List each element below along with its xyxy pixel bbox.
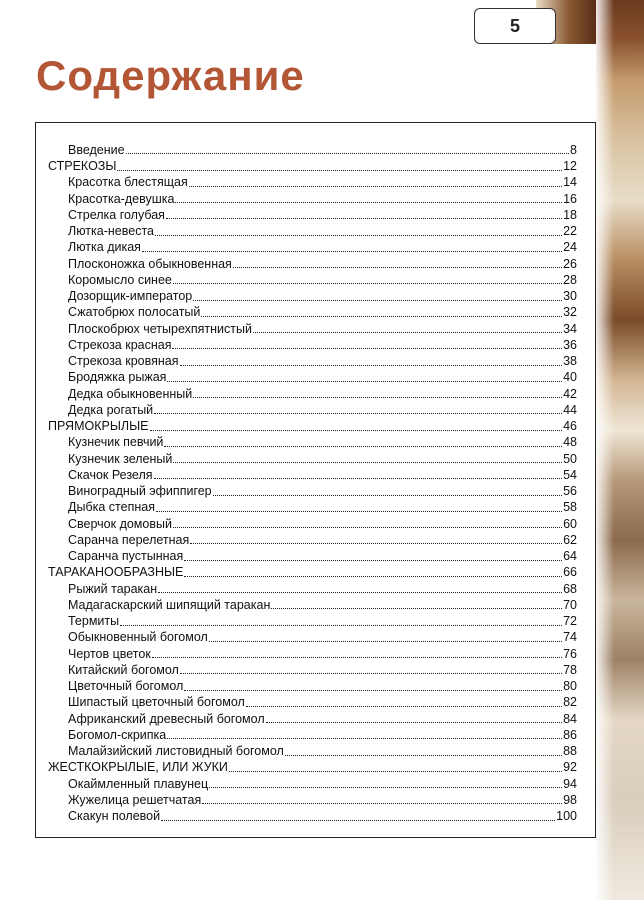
toc-entry-row [36,466,595,482]
toc-entry-title: Плосконожка обыкновенная [68,256,232,271]
toc-dot-leader [166,218,562,219]
toc-section-row [36,417,595,433]
toc-dot-leader [184,560,562,561]
toc-entry-row [36,580,595,596]
toc-entry-title: Дедка рогатый [68,402,154,417]
toc-entry-page: 94 [563,776,577,791]
toc-entry-page: 36 [563,337,577,352]
toc-dot-leader [253,332,562,333]
toc-section-row [36,759,595,775]
toc-dot-leader [213,495,562,496]
toc-entry-title: Скакун полевой [68,809,161,823]
toc-entry-row [36,629,595,645]
table-of-contents [35,122,596,838]
toc-entry-page: 50 [563,451,577,466]
side-photo [596,0,644,900]
toc-entry-page: 74 [563,630,577,645]
toc-entry-title: СТРЕКОЗЫ [48,159,117,173]
toc-entry-row [36,174,595,190]
toc-entry-row [36,694,595,710]
toc-entry-title: Виноградный эфиппигер [68,484,212,498]
toc-entry-title: Лютка-невеста [68,224,154,238]
toc-dot-leader [158,592,562,593]
toc-entry-row [36,450,595,466]
toc-section-row [36,564,595,580]
toc-entry-page: 76 [563,646,577,661]
toc-entry-row [36,547,595,563]
toc-dot-leader [193,397,562,398]
toc-entry-page: 80 [563,679,577,693]
toc-entry-row [36,304,595,320]
toc-entry-title: Рыжий таракан [68,581,158,596]
toc-entry-page: 98 [563,792,577,807]
toc-entry-page: 88 [563,744,577,758]
toc-entry-page: 48 [563,435,577,450]
toc-entry-row [36,499,595,515]
toc-entry-row [36,726,595,742]
toc-entry-page: 70 [563,597,577,612]
toc-entry-row [36,775,595,791]
toc-dot-leader [180,673,562,674]
toc-entry-row [36,612,595,628]
toc-entry-title: ЖЕСТКОКРЫЛЫЕ, ИЛИ ЖУКИ [48,760,228,775]
toc-entry-page: 30 [563,289,577,303]
toc-entry-title: Саранча пустынная [68,549,184,563]
toc-dot-leader [117,170,562,171]
toc-dot-leader [173,462,562,463]
toc-list [36,141,595,824]
toc-entry-page: 86 [563,727,577,742]
toc-entry-title: Красотка-девушка [68,191,175,206]
toc-entry-title: Красотка блестящая [68,175,188,190]
toc-entry-row [36,222,595,238]
toc-entry-row [36,482,595,498]
toc-dot-leader [164,446,562,447]
page-title: Содержание [36,52,305,99]
toc-entry-page: 54 [563,467,577,482]
toc-entry-title: Сжатобрюх полосатый [68,305,201,320]
toc-entry-row [36,791,595,807]
toc-entry-page: 60 [563,516,577,531]
toc-entry-page: 28 [563,272,577,287]
toc-entry-page: 58 [563,500,577,515]
toc-entry-page: 12 [563,159,577,173]
toc-entry-row [36,255,595,271]
toc-entry-row [36,401,595,417]
toc-entry-page: 34 [563,321,577,336]
toc-dot-leader [189,186,562,187]
toc-entry-title: Малайзийский листовидный богомол [68,744,284,758]
toc-dot-leader [167,738,562,739]
toc-dot-leader [155,235,562,236]
toc-entry-title: Чертов цветок [68,646,151,661]
toc-entry-title: Введение [68,142,125,157]
toc-dot-leader [172,348,562,349]
toc-dot-leader [156,511,562,512]
toc-entry-title: Термиты [68,614,120,628]
toc-entry-row [36,742,595,758]
toc-entry-page: 16 [563,191,577,206]
toc-dot-leader [154,413,562,414]
toc-entry-page: 92 [563,760,577,775]
toc-entry-row [36,596,595,612]
toc-entry-row [36,239,595,255]
toc-dot-leader [150,430,563,431]
toc-entry-title: Кузнечик зеленый [68,451,173,466]
toc-dot-leader [142,251,562,252]
toc-dot-leader [173,527,562,528]
toc-entry-title: Мадагаскарский шипящий таракан [68,597,271,612]
toc-entry-title: Окаймленный плавунец [68,776,209,791]
toc-entry-row [36,352,595,368]
toc-entry-page: 66 [563,565,577,580]
toc-entry-row [36,287,595,303]
toc-entry-title: Сверчок домовый [68,516,172,531]
toc-dot-leader [184,690,562,691]
toc-entry-title: Китайский богомол [68,662,179,677]
toc-entry-row [36,271,595,287]
toc-entry-title: Коромысло синее [68,272,172,287]
toc-section-row [36,157,595,173]
toc-entry-row [36,385,595,401]
toc-dot-leader [152,657,562,658]
toc-entry-row [36,710,595,726]
toc-entry-title: Плоскобрюх четырехпятнистый [68,321,252,336]
toc-entry-page: 42 [563,386,577,401]
toc-entry-page: 78 [563,662,577,677]
toc-entry-row [36,661,595,677]
toc-entry-row [36,645,595,661]
toc-dot-leader [266,722,562,723]
toc-dot-leader [202,803,562,804]
toc-entry-page: 64 [563,549,577,563]
toc-entry-page: 72 [563,614,577,628]
toc-entry-title: ПРЯМОКРЫЛЫЕ [48,419,149,433]
toc-entry-title: Стрекоза кровяная [68,354,179,368]
page-number: 5 [474,8,556,44]
toc-entry-page: 32 [563,305,577,320]
toc-entry-title: Дыбка степная [68,500,155,515]
toc-entry-title: Стрелка голубая [68,207,165,222]
toc-entry-row [36,434,595,450]
toc-dot-leader [161,820,555,821]
toc-entry-title: Обыкновенный богомол [68,630,208,645]
toc-dot-leader [120,625,562,626]
toc-entry-page: 22 [563,224,577,238]
toc-entry-title: Дозорщик-император [68,289,193,303]
toc-entry-title: Богомол-скрипка [68,727,167,742]
toc-entry-title: Цветочный богомол [68,679,184,693]
toc-entry-row [36,807,595,823]
toc-dot-leader [190,543,562,544]
toc-dot-leader [175,202,562,203]
toc-entry-page: 18 [563,207,577,222]
toc-entry-title: Лютка дикая [68,240,141,255]
toc-entry-page: 82 [563,695,577,710]
toc-dot-leader [154,478,563,479]
toc-entry-page: 100 [556,809,577,823]
toc-dot-leader [173,283,562,284]
toc-entry-row [36,206,595,222]
toc-entry-page: 44 [563,402,577,417]
toc-dot-leader [167,381,562,382]
toc-dot-leader [246,706,562,707]
toc-entry-page: 62 [563,532,577,547]
toc-entry-title: Шипастый цветочный богомол [68,695,245,710]
toc-entry-page: 68 [563,581,577,596]
toc-entry-row [36,320,595,336]
toc-dot-leader [285,755,562,756]
toc-dot-leader [126,153,569,154]
toc-entry-title: Африканский древесный богомол [68,711,265,726]
toc-entry-page: 38 [563,354,577,368]
toc-entry-row [36,531,595,547]
toc-entry-row [36,369,595,385]
toc-entry-row [36,336,595,352]
toc-entry-row [36,515,595,531]
toc-entry-page: 56 [563,484,577,498]
toc-entry-row [36,190,595,206]
toc-dot-leader [184,576,562,577]
toc-dot-leader [180,365,563,366]
toc-entry-title: ТАРАКАНООБРАЗНЫЕ [48,565,184,580]
toc-entry-row [36,141,595,157]
toc-entry-title: Кузнечик певчий [68,435,164,450]
toc-dot-leader [271,608,562,609]
toc-entry-page: 46 [563,419,577,433]
toc-entry-title: Саранча перелетная [68,532,190,547]
toc-entry-title: Стрекоза красная [68,337,172,352]
toc-dot-leader [209,787,562,788]
toc-entry-title: Жужелица решетчатая [68,792,202,807]
toc-dot-leader [229,771,562,772]
toc-dot-leader [233,267,562,268]
toc-entry-page: 14 [563,175,577,190]
toc-entry-page: 24 [563,240,577,255]
toc-entry-page: 84 [563,711,577,726]
toc-entry-title: Бродяжка рыжая [68,370,167,385]
toc-entry-title: Скачок Резеля [68,467,153,482]
toc-entry-page: 8 [570,142,577,157]
toc-entry-page: 26 [563,256,577,271]
toc-dot-leader [193,300,562,301]
toc-entry-title: Дедка обыкновенный [68,386,193,401]
toc-entry-row [36,677,595,693]
toc-dot-leader [201,316,562,317]
toc-entry-page: 40 [563,370,577,385]
toc-dot-leader [209,641,562,642]
